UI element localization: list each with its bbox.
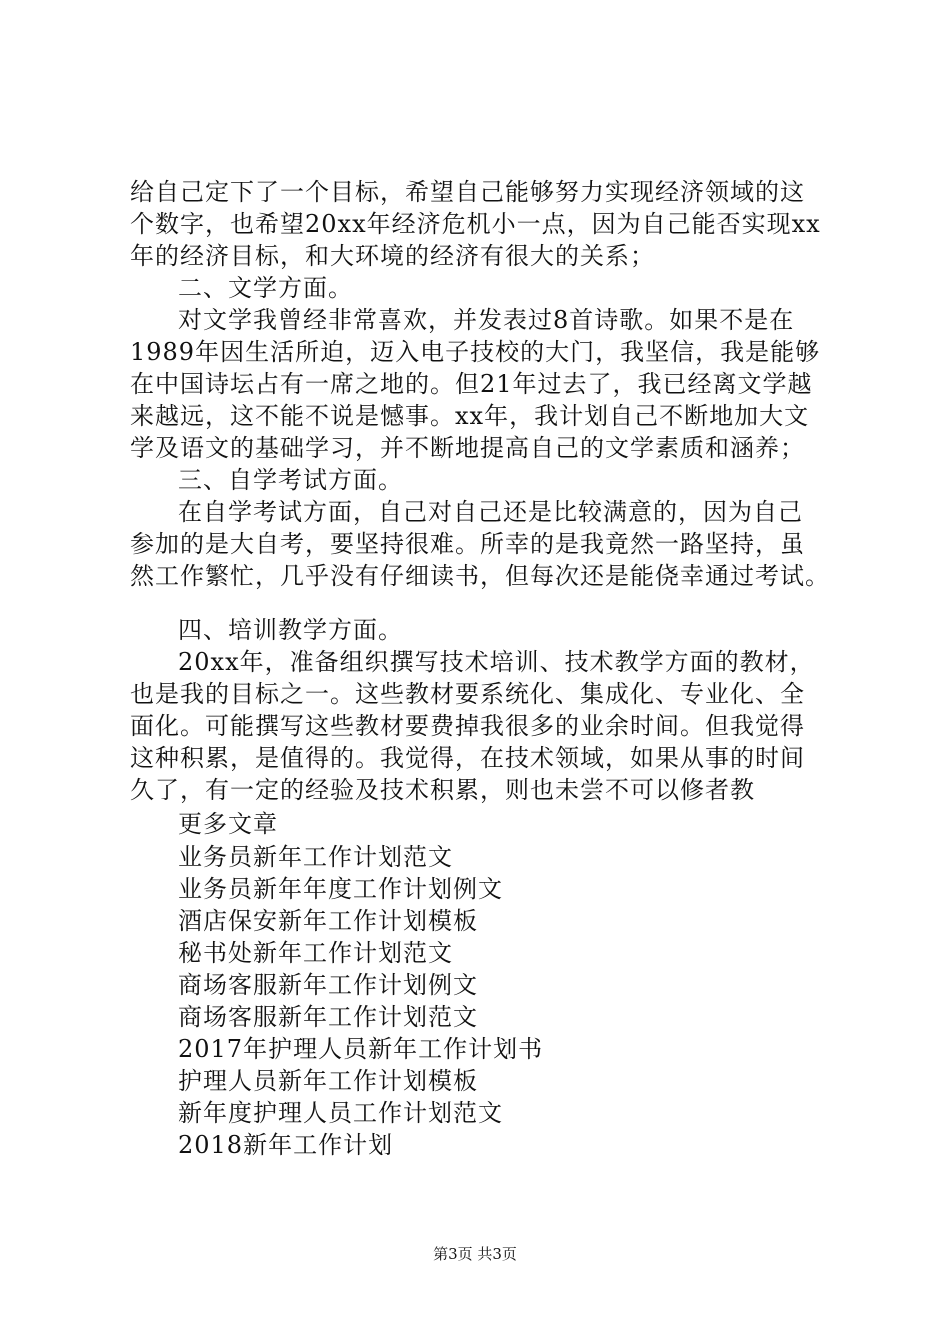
article-link[interactable]: 业务员新年工作计划范文 bbox=[178, 843, 453, 871]
article-link[interactable]: 酒店保安新年工作计划模板 bbox=[178, 907, 478, 935]
paragraph-line: 来越远，这不能不说是憾事。xx年，我计划自己不断地加大文 bbox=[130, 402, 810, 430]
paragraph-line: 在自学考试方面，自己对自己还是比较满意的，因为自己 bbox=[178, 498, 803, 526]
paragraph-line: 这种积累，是值得的。我觉得，在技术领域，如果从事的时间 bbox=[130, 744, 805, 772]
paragraph-line: 也是我的目标之一。这些教材要系统化、集成化、专业化、全 bbox=[130, 680, 805, 708]
paragraph-line: 然工作繁忙，几乎没有仔细读书，但每次还是能侥幸通过考试。 bbox=[130, 562, 830, 590]
paragraph-line: 面化。可能撰写这些教材要费掉我很多的业余时间。但我觉得 bbox=[130, 712, 805, 740]
paragraph-line: 参加的是大自考，要坚持很难。所幸的是我竟然一路坚持，虽 bbox=[130, 530, 805, 558]
article-link[interactable]: 2018新年工作计划 bbox=[178, 1131, 394, 1159]
article-link[interactable]: 业务员新年年度工作计划例文 bbox=[178, 875, 503, 903]
paragraph-line: 在中国诗坛占有一席之地的。但21年过去了，我已经离文学越 bbox=[130, 370, 813, 398]
paragraph-line: 学及语文的基础学习，并不断地提高自己的文学素质和涵养； bbox=[130, 434, 805, 462]
paragraph-line: 年的经济目标，和大环境的经济有很大的关系； bbox=[130, 242, 655, 270]
article-link[interactable]: 护理人员新年工作计划模板 bbox=[178, 1067, 478, 1095]
article-link[interactable]: 商场客服新年工作计划例文 bbox=[178, 971, 478, 999]
article-link[interactable]: 秘书处新年工作计划范文 bbox=[178, 939, 453, 967]
article-link[interactable]: 2017年护理人员新年工作计划书 bbox=[178, 1035, 544, 1063]
page-number-footer: 第3页 共3页 bbox=[433, 1245, 517, 1263]
paragraph-line: 给自己定下了一个目标，希望自己能够努力实现经济领域的这 bbox=[130, 178, 805, 206]
more-articles-heading: 更多文章 bbox=[178, 810, 278, 838]
section-heading: 四、培训教学方面。 bbox=[178, 616, 403, 644]
article-link[interactable]: 新年度护理人员工作计划范文 bbox=[178, 1099, 503, 1127]
paragraph-line: 久了，有一定的经验及技术积累，则也未尝不可以修者教 bbox=[130, 776, 755, 804]
paragraph-line: 对文学我曾经非常喜欢，并发表过8首诗歌。如果不是在 bbox=[178, 306, 795, 334]
section-heading: 二、文学方面。 bbox=[178, 274, 353, 302]
article-link[interactable]: 商场客服新年工作计划范文 bbox=[178, 1003, 478, 1031]
section-heading: 三、自学考试方面。 bbox=[178, 466, 403, 494]
paragraph-line: 20xx年，准备组织撰写技术培训、技术教学方面的教材， bbox=[178, 648, 815, 676]
paragraph-line: 1989年因生活所迫，迈入电子技校的大门，我坚信，我是能够 bbox=[130, 338, 821, 366]
paragraph-line: 个数字，也希望20xx年经济危机小一点，因为自己能否实现xx bbox=[130, 210, 821, 238]
